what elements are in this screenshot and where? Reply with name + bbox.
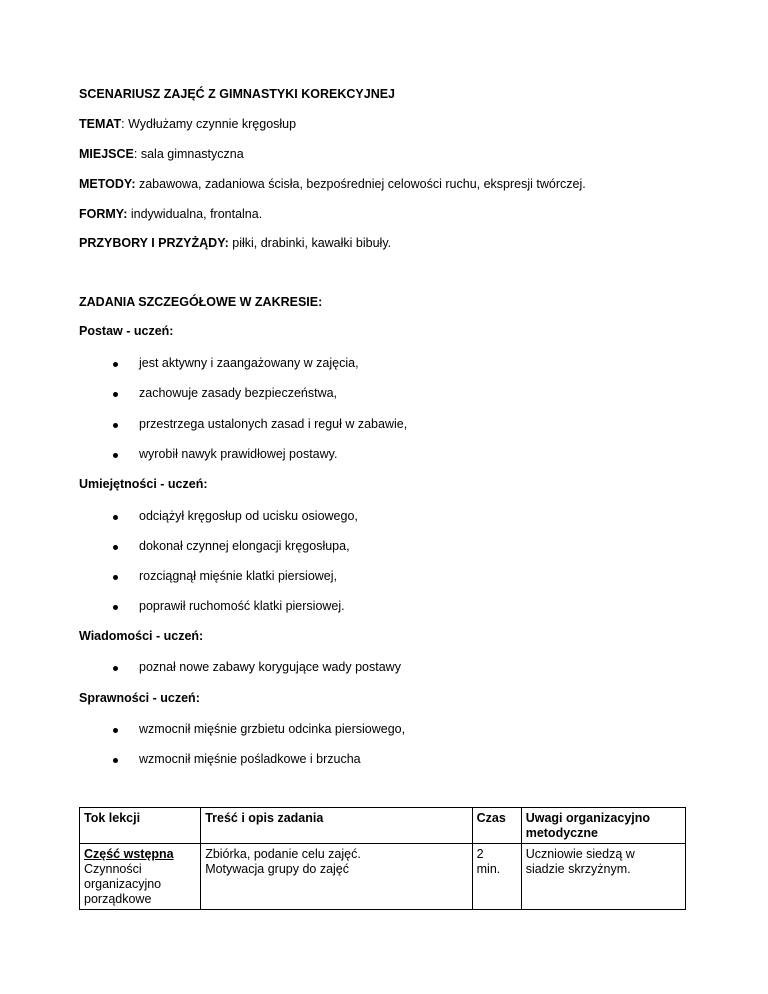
section-label-sprawnosci: Sprawności - uczeń: xyxy=(79,691,200,705)
cell-uwagi: Uczniowie siedzą w siadzie skrzyżnym. xyxy=(521,844,685,910)
tasks-heading: ZADANIA SZCZEGÓŁOWE W ZAKRESIE: xyxy=(79,295,323,309)
bullet-icon xyxy=(113,666,118,671)
tok-title: Część wstępna xyxy=(84,847,174,861)
document-page: SCENARIUSZ ZAJĘĆ Z GIMNASTYKI KOREKCYJNEJ TEMAT: Wydłużamy czynnie kręgosłup MIEJSCE: sala gimnastyczna METODY: zabawowa, zadaniowa ścisła, bezpośredniej celowości ruchu, ekspresji twórczej. FORMY: indywidualna, frontalna. PRZYBORY I PRZYŻĄDY: piłki, drabinki, kawałki bibuły. ZADANIA SZCZEGÓŁOWE W ZAKRESIE: Postaw - uczeń: jest aktywny i zaangażowany w zajęcia, zachowuje zasady bezpieczeństwa, przestrzega ustalonych zasad i reguł w zabawie, wyrobił nawyk prawidłowej postawy. Umiejętności - uczeń: odciążył kręgosłup od ucisku osiowego, dokonał czynnej elongacji kręgosłupa, rozciągnął mięśnie klatki piersiowej, poprawił ruchomość klatki piersiowej. Wiadomości - uczeń: poznał nowe zabawy korygujące wady postawy Sprawności - uczeń: wzmocnił mięśnie grzbietu odcinka piersiowego, wzmocnił mięśnie pośladkowe i brzucha Tok lekcji Treść i opis zadania Czas Uwagi organizacyjno metodyczne Część wstępna Czynności organizacyjno porządkowe Zbiórka, podanie celu zajęć. Motywacja grupy do zajęć 2 min. Uczniowie siedzą w siadzie skrzyżnym. xyxy=(0,0,768,994)
metody-line xyxy=(79,177,586,191)
section-label-wiadomosci: Wiadomości - uczeń: xyxy=(79,629,204,643)
header-czas: Czas xyxy=(472,808,521,844)
bullet-icon xyxy=(113,575,118,580)
header-uwagi: Uwagi organizacyjno metodyczne xyxy=(521,808,685,844)
bullet-icon xyxy=(113,362,118,367)
bullet-icon xyxy=(113,545,118,550)
bullet-icon xyxy=(113,728,118,733)
formy-value: indywidualna, frontalna. xyxy=(127,207,263,221)
metody-label: METODY: xyxy=(79,177,136,191)
temat-label: TEMAT xyxy=(79,117,122,131)
bullet-icon xyxy=(113,423,118,428)
temat-line xyxy=(79,117,296,131)
cell-tok-lekcji: Część wstępna Czynności organizacyjno porządkowe xyxy=(80,844,201,910)
section-label-postaw: Postaw - uczeń: xyxy=(79,324,174,338)
bullet-icon xyxy=(113,605,118,610)
bullet-icon xyxy=(113,758,118,763)
bullet-icon xyxy=(113,453,118,458)
formy-line xyxy=(79,207,262,221)
przybory-line xyxy=(79,236,391,250)
cell-czas: 2 min. xyxy=(472,844,521,910)
document-title: SCENARIUSZ ZAJĘĆ Z GIMNASTYKI KOREKCYJNEJ xyxy=(79,87,396,101)
miejsce-value: : sala gimnastyczna xyxy=(133,147,244,161)
cell-tresc: Zbiórka, podanie celu zajęć. Motywacja grupy do zajęć xyxy=(201,844,472,910)
formy-label: FORMY: xyxy=(79,207,128,221)
miejsce-line xyxy=(79,147,244,161)
header-tok-lekcji: Tok lekcji xyxy=(80,808,201,844)
bullet-icon xyxy=(113,392,118,397)
table-header-row xyxy=(80,808,686,844)
przybory-value: piłki, drabinki, kawałki bibuły. xyxy=(228,236,392,250)
header-tresc: Treść i opis zadania xyxy=(201,808,472,844)
bullet-icon xyxy=(113,515,118,520)
section-label-umiejetnosci: Umiejętności - uczeń: xyxy=(79,477,208,491)
table-row xyxy=(80,844,686,910)
miejsce-label: MIEJSCE xyxy=(79,147,134,161)
metody-value: zabawowa, zadaniowa ścisła, bezpośredniej celowości ruchu, ekspresji twórczej. xyxy=(135,177,586,191)
temat-value: : Wydłużamy czynnie kręgosłup xyxy=(121,117,297,131)
przybory-label: PRZYBORY I PRZYŻĄDY: xyxy=(79,236,229,250)
lesson-table xyxy=(79,807,686,910)
